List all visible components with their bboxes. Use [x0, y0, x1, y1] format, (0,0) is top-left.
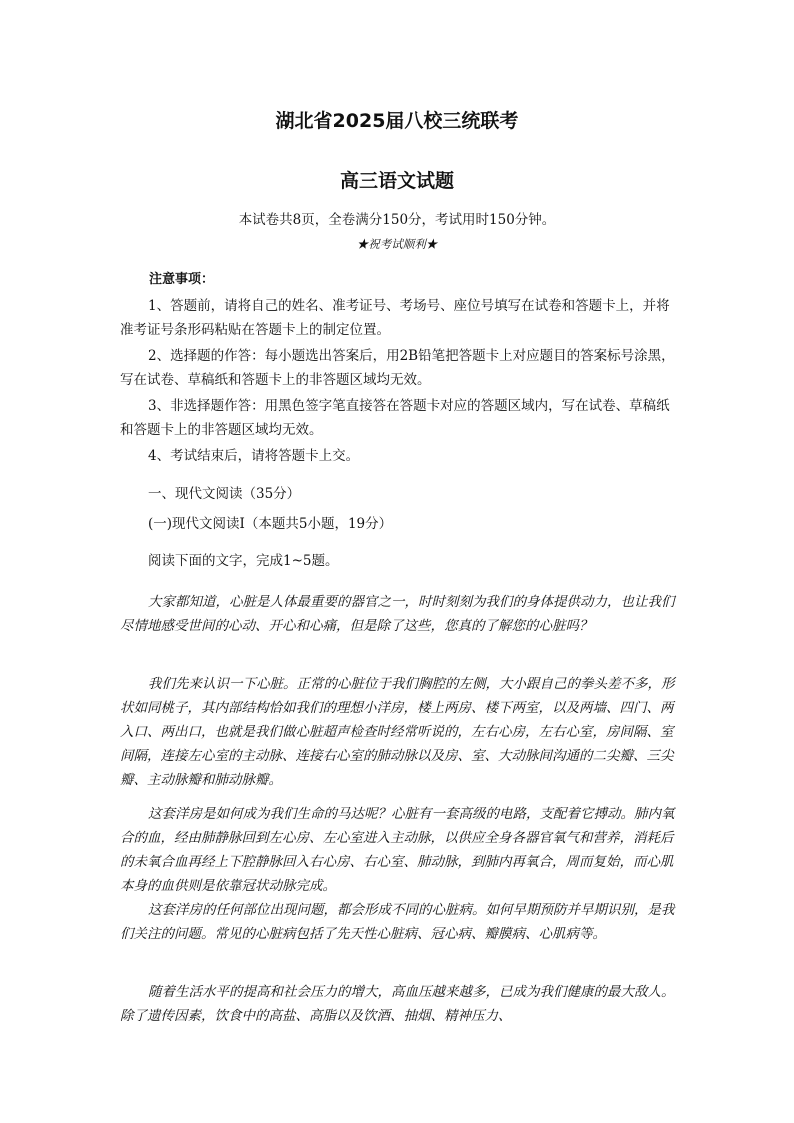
notice-item: 2、选择题的作答：每小题选出答案后，用2B铅笔把答题卡上对应题目的答案标号涂黑，写在试卷、草稿纸和答题卡上的非答题区域均无效。 — [120, 348, 675, 388]
notice-item: 3、非选择题作答：用黑色签字笔直接答在答题卡对应的答题区域内，写在试卷、草稿纸和答题卡上的非答题区域均无效。 — [120, 398, 670, 438]
exam-info: 本试卷共8页，全卷满分150分，考试用时150分钟。 — [238, 212, 556, 228]
notice-item: 1、答题前，请将自己的姓名、准考证号、考场号、座位号填写在试卷和答题卡上，并将准考证号条形码粘贴在答题卡上的制定位置。 — [120, 298, 670, 338]
passage-paragraph: 这套洋房是如何成为我们生命的马达呢？心脏有一套高级的电路，支配着它搏动。肺内氧合的血，经由肺静脉回到左心房、左心室进入主动脉，以供应全身各器官氧气和营养，消耗后的未氧合血再经上下腔静脉回入右心房、右心室、肺动脉，到肺内再氧合，周而复始，而心肌本身的血供则是依靠冠状动脉完成。 — [120, 806, 675, 894]
passage-paragraph: 我们先来认识一下心脏。正常的心脏位于我们胸腔的左侧，大小跟自己的拳头差不多，形状如同桃子，其内部结构恰如我们的理想小洋房，楼上两房、楼下两室，以及两墙、四门、两入口、两出口，也就是我们做心脏超声检查时经常听说的，左右心房，左右心室，房间隔、室间隔，连接左心室的主动脉、连接右心室的肺动脉以及房、室、大动脉间沟通的二尖瓣、三尖瓣、主动脉瓣和肺动脉瓣。 — [120, 676, 675, 788]
exam-subtitle: 高三语文试题 — [339, 170, 454, 192]
notice-heading: 注意事项： — [149, 272, 215, 287]
section-sub-heading: (一)现代文阅读Ⅰ（本题共5小题，19分） — [148, 516, 393, 532]
exam-title: 湖北省2025届八校三统联考 — [275, 110, 519, 132]
passage-paragraph: 大家都知道，心脏是人体最重要的器官之一，时时刻刻为我们的身体提供动力，也让我们尽情地感受世间的心动、开心和心痛，但是除了这些，您真的了解您的心脏吗？ — [120, 594, 675, 634]
notice-item: 4、考试结束后，请将答题卡上交。 — [148, 448, 360, 464]
passage-paragraph: 随着生活水平的提高和社会压力的增大，高血压越来越多，已成为我们健康的最大敌人。除了遗传因素，饮食中的高盐、高脂以及饮酒、抽烟、精神压力、 — [120, 984, 675, 1024]
section-heading: 一、现代文阅读（35分） — [148, 486, 301, 502]
reading-instruction: 阅读下面的文字，完成1~5题。 — [148, 553, 339, 569]
passage-paragraph: 这套洋房的任何部位出现问题，都会形成不同的心脏病。如何早期预防并早期识别，是我们关注的问题。常见的心脏病包括了先天性心脏病、冠心病、瓣膜病、心肌病等。 — [120, 902, 675, 942]
good-luck-note: ★祝考试顺利★ — [356, 237, 438, 251]
